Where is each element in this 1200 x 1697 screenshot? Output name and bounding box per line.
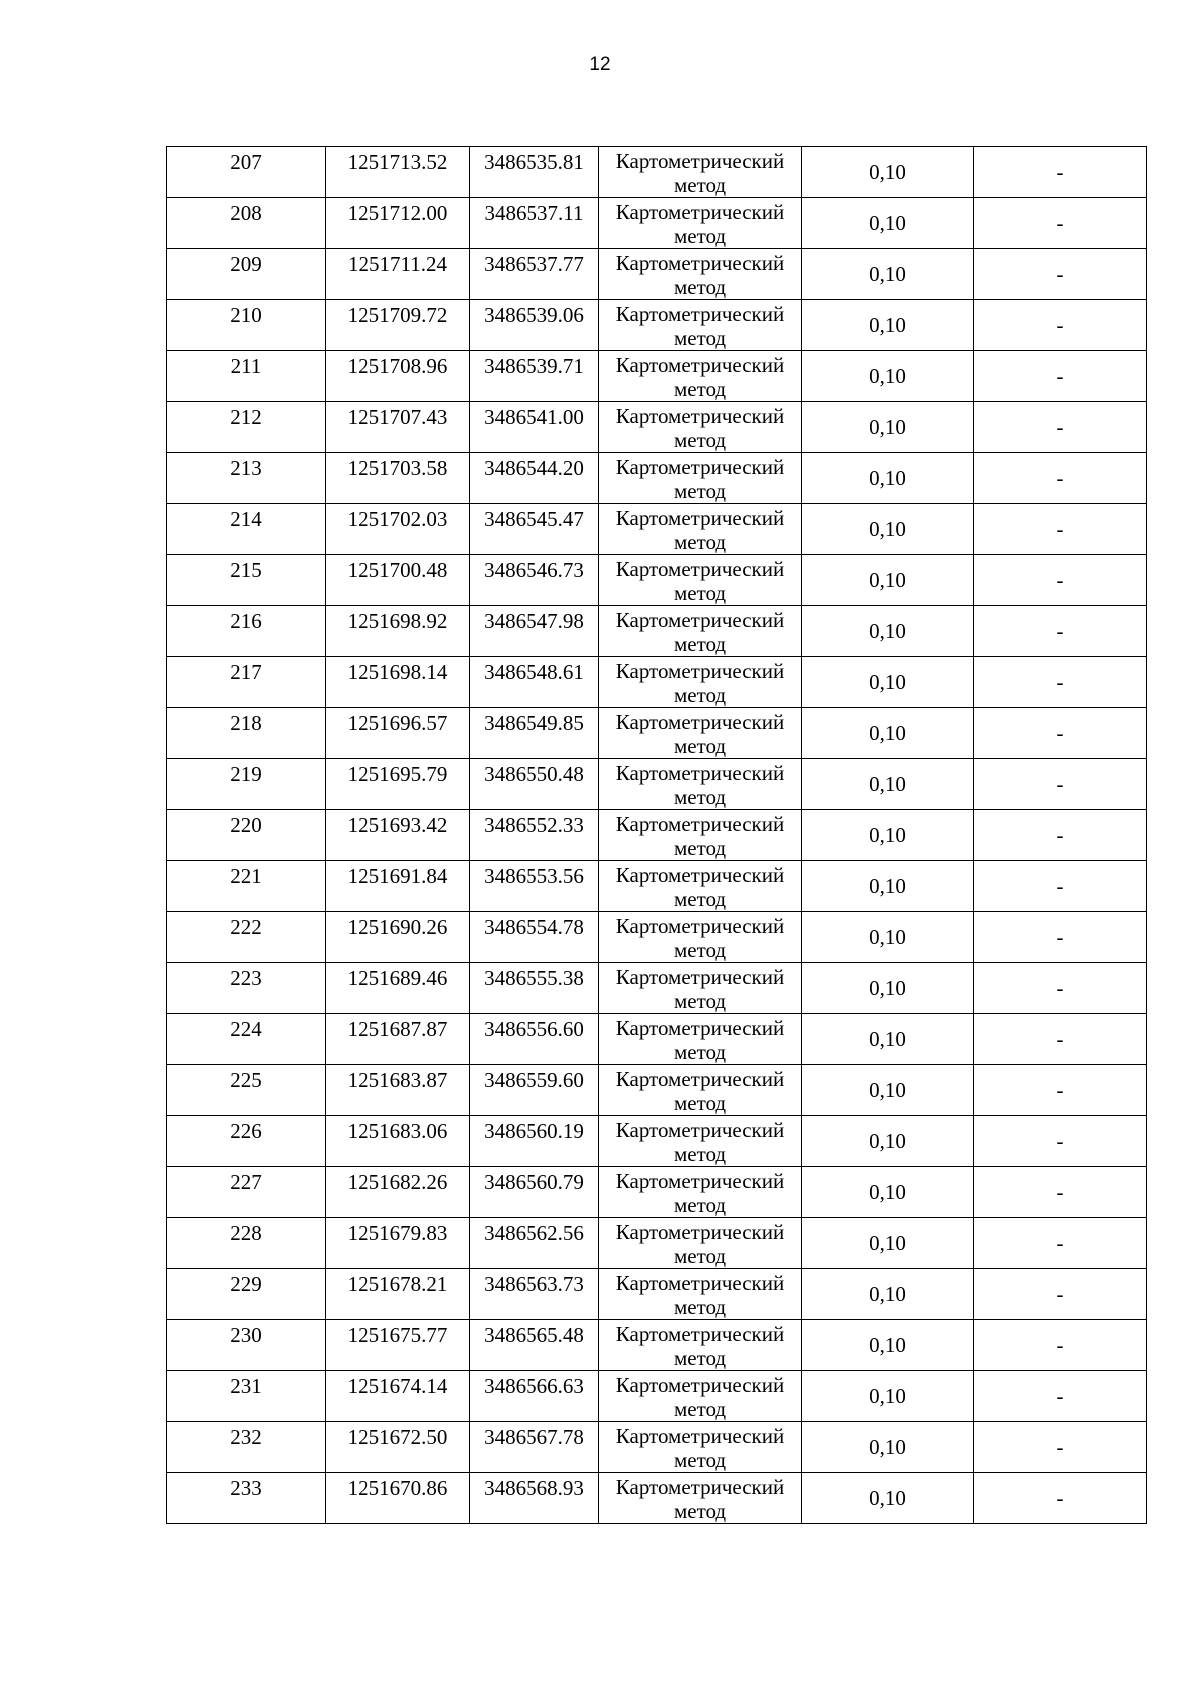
y-coordinate-cell: 3486545.47 (470, 504, 599, 555)
table-row (167, 912, 1147, 963)
accuracy-cell: 0,10 (802, 708, 974, 759)
table-row (167, 1065, 1147, 1116)
point-number-cell: 229 (167, 1269, 326, 1320)
table-row (167, 402, 1147, 453)
accuracy-cell: 0,10 (802, 198, 974, 249)
note-cell: - (974, 1014, 1147, 1065)
method-cell: Картометрический метод (599, 1422, 802, 1473)
x-coordinate-cell: 1251693.42 (326, 810, 470, 861)
point-number-cell: 223 (167, 963, 326, 1014)
point-number-cell: 211 (167, 351, 326, 402)
x-coordinate-cell: 1251700.48 (326, 555, 470, 606)
point-number-cell: 228 (167, 1218, 326, 1269)
point-number-cell: 221 (167, 861, 326, 912)
y-coordinate-cell: 3486537.77 (470, 249, 599, 300)
note-cell: - (974, 708, 1147, 759)
table-row (167, 1014, 1147, 1065)
method-cell: Картометрический метод (599, 249, 802, 300)
x-coordinate-cell: 1251683.87 (326, 1065, 470, 1116)
method-cell: Картометрический метод (599, 963, 802, 1014)
table-row (167, 810, 1147, 861)
accuracy-cell: 0,10 (802, 1371, 974, 1422)
y-coordinate-cell: 3486548.61 (470, 657, 599, 708)
point-number-cell: 210 (167, 300, 326, 351)
accuracy-cell: 0,10 (802, 147, 974, 198)
point-number-cell: 219 (167, 759, 326, 810)
note-cell: - (974, 1320, 1147, 1371)
table-row (167, 759, 1147, 810)
table-row (167, 963, 1147, 1014)
method-cell: Картометрический метод (599, 453, 802, 504)
table-row (167, 453, 1147, 504)
x-coordinate-cell: 1251672.50 (326, 1422, 470, 1473)
x-coordinate-cell: 1251687.87 (326, 1014, 470, 1065)
page-number: 12 (589, 54, 611, 75)
method-cell: Картометрический метод (599, 504, 802, 555)
accuracy-cell: 0,10 (802, 504, 974, 555)
point-number-cell: 217 (167, 657, 326, 708)
note-cell: - (974, 1371, 1147, 1422)
y-coordinate-cell: 3486539.06 (470, 300, 599, 351)
y-coordinate-cell: 3486539.71 (470, 351, 599, 402)
note-cell: - (974, 300, 1147, 351)
y-coordinate-cell: 3486568.93 (470, 1473, 599, 1524)
method-cell: Картометрический метод (599, 759, 802, 810)
table-row (167, 1269, 1147, 1320)
point-number-cell: 225 (167, 1065, 326, 1116)
x-coordinate-cell: 1251670.86 (326, 1473, 470, 1524)
x-coordinate-cell: 1251698.14 (326, 657, 470, 708)
accuracy-cell: 0,10 (802, 759, 974, 810)
point-number-cell: 214 (167, 504, 326, 555)
y-coordinate-cell: 3486562.56 (470, 1218, 599, 1269)
method-cell: Картометрический метод (599, 1473, 802, 1524)
point-number-cell: 233 (167, 1473, 326, 1524)
point-number-cell: 222 (167, 912, 326, 963)
table-row (167, 147, 1147, 198)
method-cell: Картометрический метод (599, 351, 802, 402)
accuracy-cell: 0,10 (802, 1320, 974, 1371)
x-coordinate-cell: 1251683.06 (326, 1116, 470, 1167)
x-coordinate-cell: 1251708.96 (326, 351, 470, 402)
table-row (167, 1218, 1147, 1269)
accuracy-cell: 0,10 (802, 810, 974, 861)
table-body (167, 147, 1147, 1524)
method-cell: Картометрический метод (599, 1116, 802, 1167)
point-number-cell: 216 (167, 606, 326, 657)
point-number-cell: 231 (167, 1371, 326, 1422)
y-coordinate-cell: 3486544.20 (470, 453, 599, 504)
y-coordinate-cell: 3486563.73 (470, 1269, 599, 1320)
method-cell: Картометрический метод (599, 657, 802, 708)
method-cell: Картометрический метод (599, 1065, 802, 1116)
accuracy-cell: 0,10 (802, 1014, 974, 1065)
note-cell: - (974, 1065, 1147, 1116)
method-cell: Картометрический метод (599, 912, 802, 963)
table-row (167, 555, 1147, 606)
y-coordinate-cell: 3486549.85 (470, 708, 599, 759)
accuracy-cell: 0,10 (802, 1218, 974, 1269)
accuracy-cell: 0,10 (802, 555, 974, 606)
y-coordinate-cell: 3486541.00 (470, 402, 599, 453)
y-coordinate-cell: 3486546.73 (470, 555, 599, 606)
y-coordinate-cell: 3486537.11 (470, 198, 599, 249)
note-cell: - (974, 249, 1147, 300)
table-row (167, 1116, 1147, 1167)
point-number-cell: 224 (167, 1014, 326, 1065)
method-cell: Картометрический метод (599, 708, 802, 759)
note-cell: - (974, 402, 1147, 453)
point-number-cell: 215 (167, 555, 326, 606)
accuracy-cell: 0,10 (802, 402, 974, 453)
note-cell: - (974, 963, 1147, 1014)
y-coordinate-cell: 3486535.81 (470, 147, 599, 198)
x-coordinate-cell: 1251689.46 (326, 963, 470, 1014)
x-coordinate-cell: 1251709.72 (326, 300, 470, 351)
method-cell: Картометрический метод (599, 1371, 802, 1422)
note-cell: - (974, 912, 1147, 963)
accuracy-cell: 0,10 (802, 912, 974, 963)
accuracy-cell: 0,10 (802, 1473, 974, 1524)
method-cell: Картометрический метод (599, 1218, 802, 1269)
point-number-cell: 230 (167, 1320, 326, 1371)
note-cell: - (974, 1269, 1147, 1320)
method-cell: Картометрический метод (599, 606, 802, 657)
x-coordinate-cell: 1251675.77 (326, 1320, 470, 1371)
note-cell: - (974, 1473, 1147, 1524)
method-cell: Картометрический метод (599, 402, 802, 453)
method-cell: Картометрический метод (599, 810, 802, 861)
accuracy-cell: 0,10 (802, 1167, 974, 1218)
note-cell: - (974, 351, 1147, 402)
y-coordinate-cell: 3486553.56 (470, 861, 599, 912)
y-coordinate-cell: 3486554.78 (470, 912, 599, 963)
accuracy-cell: 0,10 (802, 861, 974, 912)
accuracy-cell: 0,10 (802, 963, 974, 1014)
y-coordinate-cell: 3486560.19 (470, 1116, 599, 1167)
accuracy-cell: 0,10 (802, 606, 974, 657)
accuracy-cell: 0,10 (802, 1422, 974, 1473)
note-cell: - (974, 1167, 1147, 1218)
note-cell: - (974, 198, 1147, 249)
note-cell: - (974, 1218, 1147, 1269)
note-cell: - (974, 555, 1147, 606)
table-row (167, 606, 1147, 657)
table-row (167, 1167, 1147, 1218)
x-coordinate-cell: 1251691.84 (326, 861, 470, 912)
accuracy-cell: 0,10 (802, 249, 974, 300)
table-row (167, 1371, 1147, 1422)
accuracy-cell: 0,10 (802, 300, 974, 351)
table-row (167, 1422, 1147, 1473)
point-number-cell: 218 (167, 708, 326, 759)
table-row (167, 300, 1147, 351)
note-cell: - (974, 1422, 1147, 1473)
point-number-cell: 226 (167, 1116, 326, 1167)
accuracy-cell: 0,10 (802, 657, 974, 708)
x-coordinate-cell: 1251696.57 (326, 708, 470, 759)
table-row (167, 1473, 1147, 1524)
note-cell: - (974, 1116, 1147, 1167)
method-cell: Картометрический метод (599, 1320, 802, 1371)
table-row (167, 1320, 1147, 1371)
note-cell: - (974, 861, 1147, 912)
table-row (167, 861, 1147, 912)
accuracy-cell: 0,10 (802, 1116, 974, 1167)
x-coordinate-cell: 1251703.58 (326, 453, 470, 504)
x-coordinate-cell: 1251679.83 (326, 1218, 470, 1269)
x-coordinate-cell: 1251674.14 (326, 1371, 470, 1422)
y-coordinate-cell: 3486565.48 (470, 1320, 599, 1371)
table-row (167, 249, 1147, 300)
method-cell: Картометрический метод (599, 861, 802, 912)
coordinates-table (166, 146, 1147, 1524)
accuracy-cell: 0,10 (802, 1269, 974, 1320)
point-number-cell: 212 (167, 402, 326, 453)
y-coordinate-cell: 3486559.60 (470, 1065, 599, 1116)
note-cell: - (974, 504, 1147, 555)
x-coordinate-cell: 1251702.03 (326, 504, 470, 555)
y-coordinate-cell: 3486556.60 (470, 1014, 599, 1065)
point-number-cell: 213 (167, 453, 326, 504)
y-coordinate-cell: 3486547.98 (470, 606, 599, 657)
x-coordinate-cell: 1251695.79 (326, 759, 470, 810)
method-cell: Картометрический метод (599, 1269, 802, 1320)
y-coordinate-cell: 3486566.63 (470, 1371, 599, 1422)
table-row (167, 504, 1147, 555)
table-row (167, 708, 1147, 759)
x-coordinate-cell: 1251690.26 (326, 912, 470, 963)
x-coordinate-cell: 1251711.24 (326, 249, 470, 300)
accuracy-cell: 0,10 (802, 453, 974, 504)
note-cell: - (974, 810, 1147, 861)
point-number-cell: 220 (167, 810, 326, 861)
note-cell: - (974, 657, 1147, 708)
x-coordinate-cell: 1251698.92 (326, 606, 470, 657)
note-cell: - (974, 606, 1147, 657)
y-coordinate-cell: 3486567.78 (470, 1422, 599, 1473)
y-coordinate-cell: 3486552.33 (470, 810, 599, 861)
x-coordinate-cell: 1251712.00 (326, 198, 470, 249)
method-cell: Картометрический метод (599, 300, 802, 351)
x-coordinate-cell: 1251713.52 (326, 147, 470, 198)
table-row (167, 657, 1147, 708)
note-cell: - (974, 453, 1147, 504)
table-row (167, 198, 1147, 249)
point-number-cell: 209 (167, 249, 326, 300)
method-cell: Картометрический метод (599, 198, 802, 249)
note-cell: - (974, 147, 1147, 198)
y-coordinate-cell: 3486555.38 (470, 963, 599, 1014)
note-cell: - (974, 759, 1147, 810)
y-coordinate-cell: 3486550.48 (470, 759, 599, 810)
method-cell: Картометрический метод (599, 1167, 802, 1218)
method-cell: Картометрический метод (599, 555, 802, 606)
accuracy-cell: 0,10 (802, 1065, 974, 1116)
method-cell: Картометрический метод (599, 147, 802, 198)
point-number-cell: 208 (167, 198, 326, 249)
accuracy-cell: 0,10 (802, 351, 974, 402)
x-coordinate-cell: 1251682.26 (326, 1167, 470, 1218)
method-cell: Картометрический метод (599, 1014, 802, 1065)
point-number-cell: 227 (167, 1167, 326, 1218)
y-coordinate-cell: 3486560.79 (470, 1167, 599, 1218)
point-number-cell: 207 (167, 147, 326, 198)
x-coordinate-cell: 1251678.21 (326, 1269, 470, 1320)
x-coordinate-cell: 1251707.43 (326, 402, 470, 453)
table-row (167, 351, 1147, 402)
point-number-cell: 232 (167, 1422, 326, 1473)
